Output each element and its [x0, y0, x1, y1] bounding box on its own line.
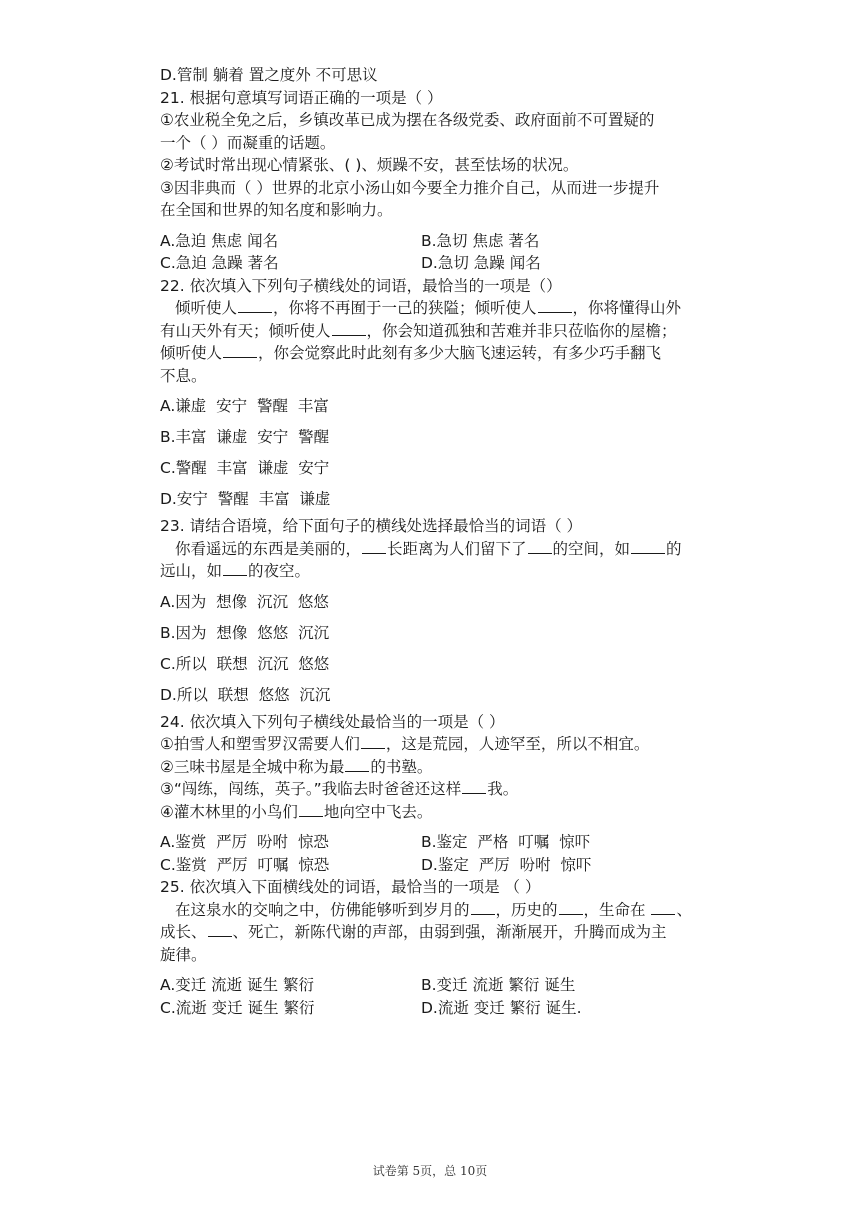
passage-line: 在这泉水的交响之中，仿佛能够听到岁月的 ，历史的 ，生命在 、 — [175, 900, 692, 919]
option-a: A.急迫 焦虑 闻名 — [160, 231, 279, 250]
passage-line: 有山天外有天；倾听使人 ，你会知道孤独和苦难并非只莅临你的屋檐； — [160, 321, 677, 340]
answer-blank — [528, 538, 552, 554]
answer-blank — [223, 342, 257, 358]
answer-blank — [559, 899, 583, 915]
option-c: C.鉴赏 严厉 叮嘱 惊恐 — [160, 855, 330, 874]
options-row-ab — [160, 230, 730, 253]
option-b: B.变迁 流逝 繁衍 诞生 — [421, 976, 576, 994]
question-stem: 23. 请结合语境，给下面句子的横线处选择最恰当的词语（ ） — [160, 517, 583, 535]
question-stem: 24. 依次填入下列句子横线处最恰当的一项是（ ） — [160, 712, 505, 731]
sentence-2: ②三味书屋是全城中称为最 的书塾。 — [160, 757, 433, 776]
passage-line: 倾听使人 ，你将不再囿于一己的狭隘；倾听使人 ，你将懂得山外 — [175, 299, 682, 317]
option-d: D.所以 联想 悠悠 沉沉 — [160, 685, 331, 704]
answer-blank — [208, 921, 232, 937]
page-footer: 试卷第 5页，总 10页 — [372, 1164, 488, 1178]
question-22 — [160, 275, 730, 516]
answer-blank — [362, 538, 386, 554]
question-21 — [160, 87, 730, 275]
option-c: C.警醒 丰富 谦虚 安宁 — [160, 459, 330, 477]
sentence-3-cont: 在全国和世界的知名度和影响力。 — [160, 201, 393, 219]
answer-blank — [361, 733, 385, 749]
answer-blank — [299, 801, 323, 817]
passage-line: 不息。 — [160, 366, 207, 385]
answer-blank — [223, 560, 247, 576]
option-a: A.鉴赏 严厉 吩咐 惊恐 — [160, 833, 329, 851]
question-24 — [160, 711, 730, 877]
option-d: D.鉴定 严厉 吩咐 惊吓 — [421, 855, 592, 874]
answer-blank — [471, 899, 495, 915]
sentence-1: ①农业税全免之后，乡镇改革已成为摆在各级党委、政府面前不可置疑的 — [160, 111, 655, 129]
option-b: B.丰富 谦虚 安宁 警醒 — [160, 428, 330, 446]
answer-blank — [332, 320, 366, 336]
options-row-ab — [160, 974, 730, 997]
answer-blank — [462, 778, 486, 794]
page-content — [160, 64, 730, 1019]
sentence-1: ①拍雪人和塑雪罗汉需要人们 ，这是荒园，人迹罕至，所以不相宜。 — [160, 735, 650, 753]
option-d: D.急切 急躁 闻名 — [421, 254, 541, 272]
answer-blank — [651, 899, 675, 915]
option-a: A.变迁 流逝 诞生 繁衍 — [160, 976, 315, 994]
question-25 — [160, 876, 730, 1019]
options-row-ab — [160, 831, 730, 854]
answer-blank — [345, 756, 369, 772]
question-stem: 21. 根据句意填写词语正确的一项是（ ） — [160, 88, 443, 107]
option-c: C.所以 联想 沉沉 悠悠 — [160, 654, 330, 673]
option-d: D.安宁 警醒 丰富 谦虚 — [160, 490, 331, 508]
answer-blank — [631, 538, 665, 554]
option-b: B.因为 想像 悠悠 沉沉 — [160, 623, 330, 642]
question-23 — [160, 515, 730, 711]
passage-line: 倾听使人 ，你会觉察此时此刻有多少大脑飞速运转，有多少巧手翻飞 — [160, 344, 662, 362]
passage-line: 旋律。 — [160, 945, 207, 964]
sentence-1-cont: 一个（ ）而凝重的话题。 — [160, 133, 336, 152]
question-stem: 22. 依次填入下列句子横线处的词语，最恰当的一项是（） — [160, 276, 562, 295]
answer-blank — [238, 297, 272, 313]
option-d: D.流逝 变迁 繁衍 诞生. — [421, 998, 582, 1017]
option-a: A.因为 想像 沉沉 悠悠 — [160, 592, 329, 611]
sentence-3: ③“闯练，闯练，英子。”我临去时爸爸还这样 我。 — [160, 780, 519, 798]
option-b: B.鉴定 严格 叮嘱 惊吓 — [421, 833, 591, 851]
options-row-cd — [160, 252, 730, 275]
answer-blank — [538, 297, 572, 313]
option-c: C.急迫 急躁 著名 — [160, 254, 279, 272]
passage-line: 成长、 、死亡，新陈代谢的声部，由弱到强，渐渐展开，升腾而成为主 — [160, 923, 667, 941]
sentence-2: ②考试时常出现心情紧张、( )、烦躁不安，甚至怯场的状况。 — [160, 156, 579, 174]
passage-line: 你看遥远的东西是美丽的， 长距离为人们留下了 的空间，如 的 — [175, 539, 682, 558]
option-b: B.急切 焦虑 著名 — [421, 231, 540, 250]
option-a: A.谦虚 安宁 警醒 丰富 — [160, 397, 329, 415]
sentence-4: ④灌木林里的小鸟们 地向空中飞去。 — [160, 802, 433, 821]
passage-line: 远山，如 的夜空。 — [160, 562, 311, 580]
option-c: C.流逝 变迁 诞生 繁衍 — [160, 998, 315, 1017]
prev-question-option-d: D.管制 躺着 置之度外 不可思议 — [160, 66, 378, 84]
options-row-cd — [160, 854, 730, 877]
question-stem: 25. 依次填入下面横线处的词语，最恰当的一项是 （ ） — [160, 878, 541, 896]
sentence-3: ③因非典而（ ）世界的北京小汤山如今要全力推介自己，从而进一步提升 — [160, 178, 660, 197]
options-row-cd — [160, 997, 730, 1020]
